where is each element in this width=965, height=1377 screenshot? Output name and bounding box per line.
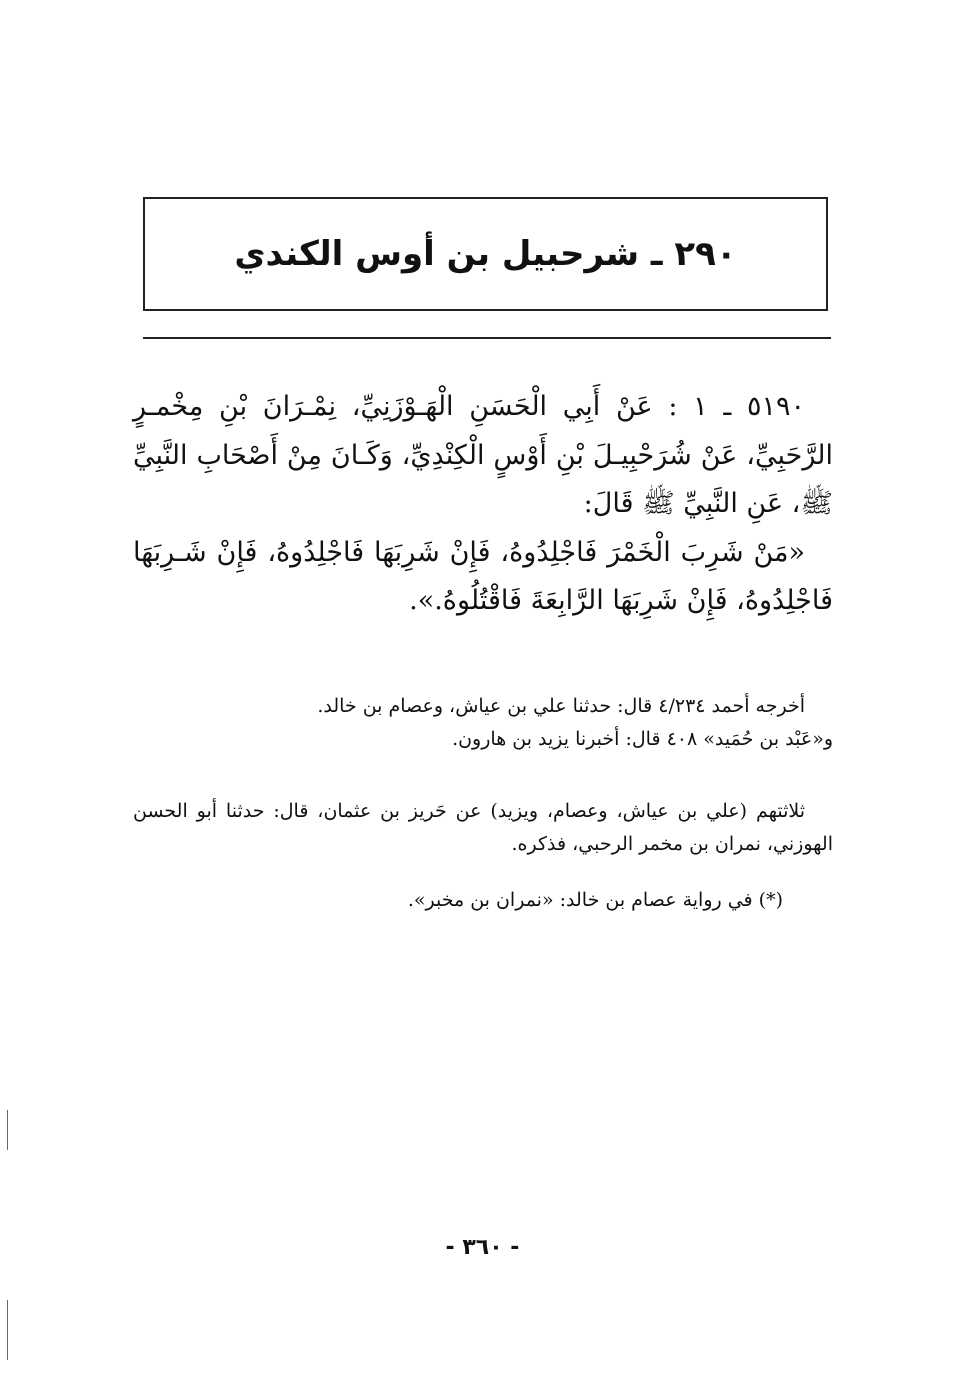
scan-margin-line-lower: [7, 1300, 8, 1360]
takhrij-block: [133, 690, 833, 757]
takhrij-paragraph-2: [133, 795, 833, 862]
takhrij-summary: ثلاثتهم (علي بن عياش، وعصام، ويزيد) عن حَريز بن عثمان، قال: حدثنا أبو الحسن الهوزني، نمران بن مخمر الرحبي، فذكره.: [133, 800, 833, 856]
chapter-title-box: [143, 197, 828, 311]
scan-margin-line-upper: [7, 1110, 8, 1150]
takhrij-line-1: أخرجه أحمد ٤/٢٣٤ قال: حدثنا علي بن عياش، وعصام بن خالد.: [317, 695, 805, 717]
page-number: - ٣٦٠ -: [445, 1235, 520, 1260]
hadith-matn: «مَنْ شَرِبَ الْخَمْرَ فَاجْلِدُوهُ، فَإِنْ شَرِبَهَا فَاجْلِدُوهُ، فَإِنْ شَـرِبَهَا فَاجْلِدُوهُ، فَإِنْ شَرِبَهَا الرَّابِعَةَ فَاقْتُلُوهُ.».: [133, 536, 833, 617]
takhrij-line-2: و«عَبْد بن حُمَيد» ٤٠٨ قال: أخبرنا يزيد بن هارون.: [452, 728, 833, 751]
header-divider: [143, 337, 831, 339]
chapter-title: ٢٩٠ ـ شرحبيل بن أوس الكندي: [234, 234, 737, 274]
footnote-text: (*) في رواية عصام بن خالد: «نمران بن مخبر».: [407, 889, 783, 911]
hadith-isnad: ٥١٩٠ ـ ١ : عَنْ أَبِي الْحَسَنِ الْهَـوْزَنِيِّ، نِمْـرَانَ بْنِ مِخْمـرٍ الرَّحَبِيِّ، عَنْ شُرَحْبِيـلَ بْنِ أَوْسٍ الْكِنْدِيِّ، وَكَـانَ مِنْ أَصْحَابِ النَّبِيِّ ﷺ، عَنِ النَّبِيِّ ﷺ قَالَ:: [133, 391, 833, 520]
footnote-block: [133, 884, 833, 917]
hadith-text-block: [133, 383, 833, 626]
